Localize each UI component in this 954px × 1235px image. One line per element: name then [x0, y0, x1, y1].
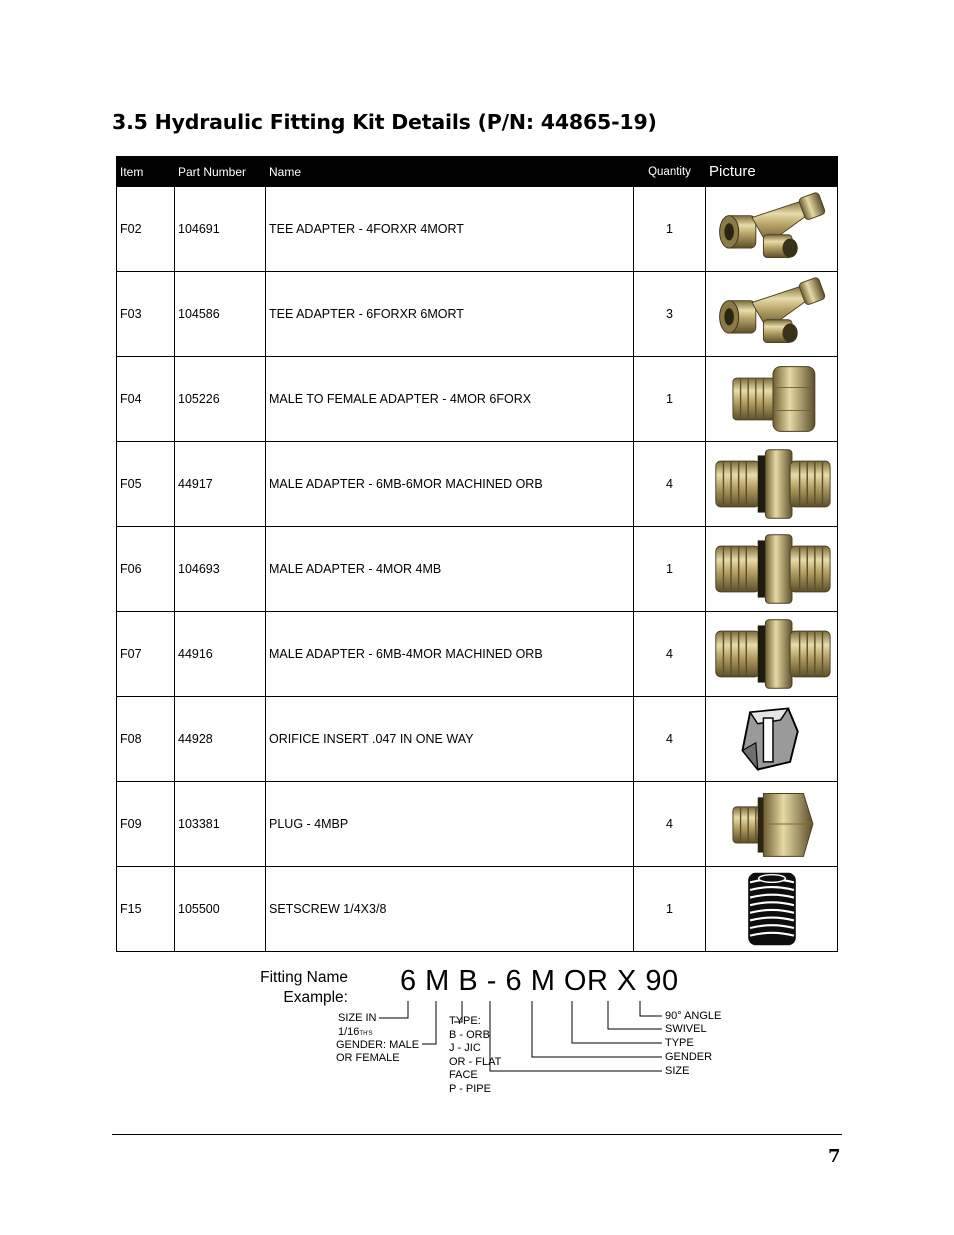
fitting-code-example: 6 M B - 6 M OR X 90	[400, 965, 679, 997]
quantity-cell: 3	[634, 272, 706, 357]
header-quantity: Quantity	[634, 157, 706, 187]
name-cell: MALE TO FEMALE ADAPTER - 4MOR 6FORX	[266, 357, 634, 442]
item-cell: F04	[117, 357, 175, 442]
size-in-label: SIZE IN	[338, 1012, 377, 1024]
name-cell: TEE ADAPTER - 4FORXR 4MORT	[266, 187, 634, 272]
legend-label-line1: Fitting Name	[260, 969, 348, 986]
quantity-cell: 1	[634, 867, 706, 952]
item-cell: F05	[117, 442, 175, 527]
quantity-cell: 1	[634, 527, 706, 612]
type-legend-line: J - JIC	[449, 1042, 481, 1054]
quantity-cell: 4	[634, 697, 706, 782]
quantity-cell: 1	[634, 357, 706, 442]
angle-label: 90° ANGLE	[665, 1010, 722, 1022]
gender-label-line2: OR FEMALE	[336, 1052, 400, 1064]
part-number-cell: 104693	[175, 527, 266, 612]
item-cell: F15	[117, 867, 175, 952]
type-legend-line: B - ORB	[449, 1028, 490, 1041]
header-part-number: Part Number	[175, 157, 266, 187]
page-number: 7	[828, 1146, 841, 1167]
section-title: 3.5 Hydraulic Fitting Kit Details (P/N: 44865-19)	[112, 110, 657, 134]
size-right-label: SIZE	[665, 1065, 690, 1077]
legend-label-line2: Example:	[283, 989, 348, 1006]
part-number-cell: 44928	[175, 697, 266, 782]
quantity-cell: 1	[634, 187, 706, 272]
header-picture: Picture	[706, 157, 838, 187]
part-number-cell: 44916	[175, 612, 266, 697]
type-legend	[449, 1015, 501, 1096]
item-cell: F07	[117, 612, 175, 697]
name-cell: ORIFICE INSERT .047 IN ONE WAY	[266, 697, 634, 782]
footer-rule	[112, 1134, 842, 1135]
part-number-cell: 105500	[175, 867, 266, 952]
quantity-cell: 4	[634, 782, 706, 867]
quantity-cell: 4	[634, 612, 706, 697]
part-number-cell: 104586	[175, 272, 266, 357]
quantity-cell: 4	[634, 442, 706, 527]
part-number-cell: 44917	[175, 442, 266, 527]
part-number-cell: 105226	[175, 357, 266, 442]
part-number-cell: 104691	[175, 187, 266, 272]
size-unit-superscript: TH'S	[359, 1031, 373, 1037]
item-cell: F06	[117, 527, 175, 612]
gender-right-label: GENDER	[665, 1051, 713, 1063]
item-cell: F09	[117, 782, 175, 867]
name-cell: MALE ADAPTER - 6MB-6MOR MACHINED ORB	[266, 442, 634, 527]
name-cell: MALE ADAPTER - 4MOR 4MB	[266, 527, 634, 612]
header-item: Item	[117, 157, 175, 187]
swivel-label: SWIVEL	[665, 1023, 707, 1035]
gender-label: GENDER: MALE	[336, 1039, 420, 1051]
item-cell: F02	[117, 187, 175, 272]
header-name: Name	[266, 157, 634, 187]
part-number-cell: 103381	[175, 782, 266, 867]
name-cell: MALE ADAPTER - 6MB-4MOR MACHINED ORB	[266, 612, 634, 697]
name-cell: TEE ADAPTER - 6FORXR 6MORT	[266, 272, 634, 357]
type-label: TYPE	[665, 1037, 694, 1049]
type-legend-line: TYPE:	[449, 1015, 481, 1027]
item-cell: F03	[117, 272, 175, 357]
name-cell: PLUG - 4MBP	[266, 782, 634, 867]
item-cell: F08	[117, 697, 175, 782]
type-legend-line: OR - FLAT	[449, 1055, 502, 1068]
type-legend-line: P - PIPE	[449, 1082, 491, 1095]
type-legend-line: FACE	[449, 1069, 478, 1081]
size-unit-label: 1/16TH'S	[338, 1026, 373, 1038]
name-cell: SETSCREW 1/4X3/8	[266, 867, 634, 952]
